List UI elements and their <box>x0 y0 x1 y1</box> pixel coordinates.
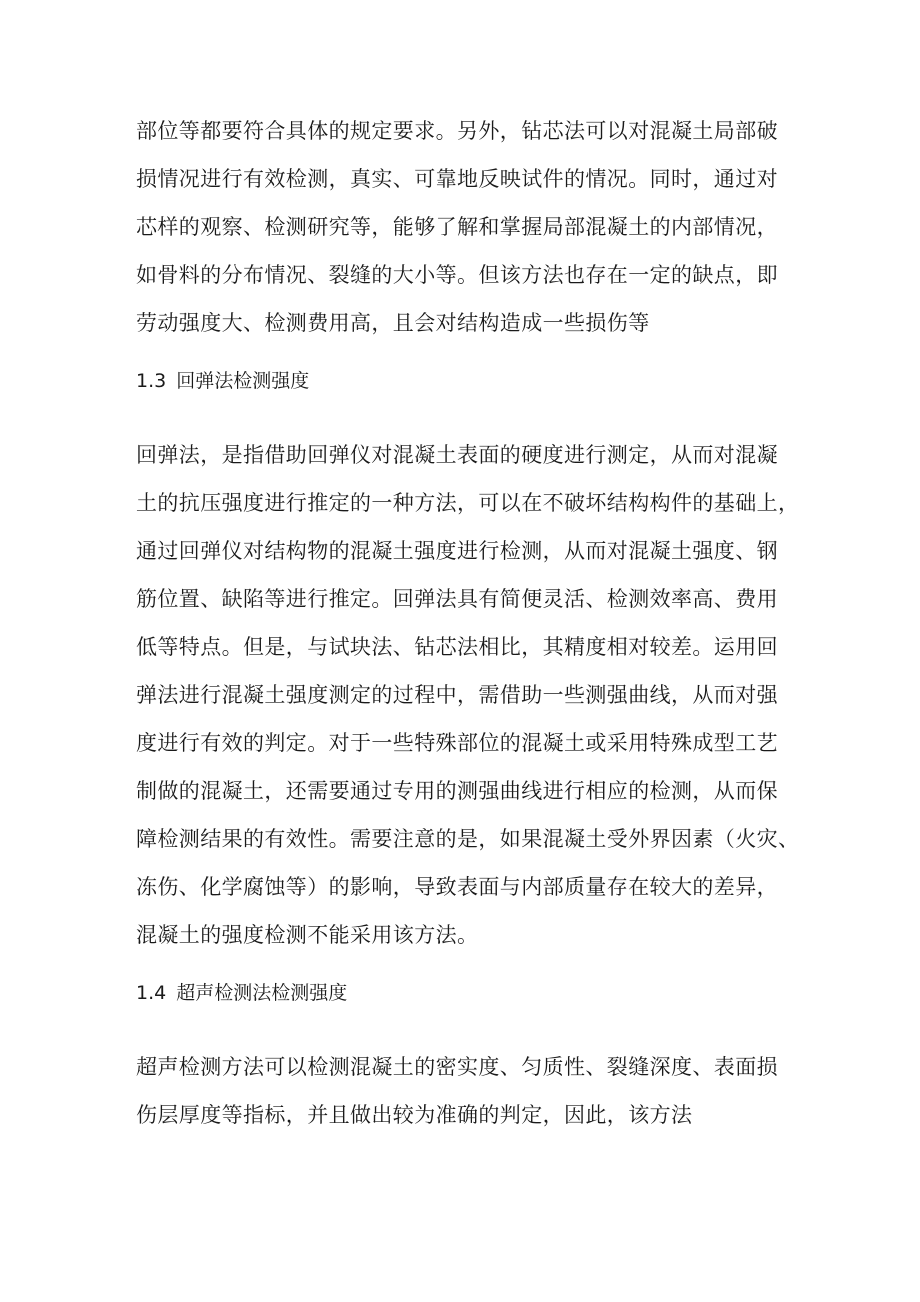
paragraph-line: 损情况进行有效检测，真实、可靠地反映试件的情况。同时，通过对 <box>136 167 778 191</box>
paragraph-line: 通过回弹仪对结构物的混凝土强度进行检测，从而对混凝土强度、钢 <box>136 539 778 563</box>
section-title: 回弹法检测强度 <box>176 370 310 392</box>
section-number: 1.3 <box>136 370 167 392</box>
paragraph-line: 回弹法，是指借助回弹仪对混凝土表面的硬度进行测定，从而对混凝 <box>136 443 778 467</box>
paragraph-line: 低等特点。但是，与试块法、钻芯法相比，其精度相对较差。运用回 <box>136 635 778 659</box>
section-heading-1-3 <box>136 369 309 393</box>
paragraph-line: 障检测结果的有效性。需要注意的是，如果混凝土受外界因素（火灾、 <box>136 827 800 851</box>
paragraph-line: 制做的混凝土，还需要通过专用的测强曲线进行相应的检测，从而保 <box>136 779 778 803</box>
paragraph-line: 伤层厚度等指标，并且做出较为准确的判定，因此，该方法 <box>136 1103 693 1127</box>
paragraph-line: 土的抗压强度进行推定的一种方法，可以在不破坏结构构件的基础上， <box>136 491 800 515</box>
paragraph-line: 冻伤、化学腐蚀等）的影响，导致表面与内部质量存在较大的差异， <box>136 875 778 899</box>
section-title: 超声检测法检测强度 <box>176 982 348 1004</box>
paragraph-line: 超声检测方法可以检测混凝土的密实度、匀质性、裂缝深度、表面损 <box>136 1055 778 1079</box>
paragraph-line: 芯样的观察、检测研究等，能够了解和掌握局部混凝土的内部情况， <box>136 215 778 239</box>
section-number: 1.4 <box>136 982 167 1004</box>
paragraph-line: 弹法进行混凝土强度测定的过程中，需借助一些测强曲线，从而对强 <box>136 683 778 707</box>
paragraph-line: 如骨料的分布情况、裂缝的大小等。但该方法也存在一定的缺点，即 <box>136 263 778 287</box>
paragraph-line: 筋位置、缺陷等进行推定。回弹法具有简便灵活、检测效率高、费用 <box>136 587 778 611</box>
section-heading-1-4 <box>136 981 347 1005</box>
paragraph-line: 部位等都要符合具体的规定要求。另外，钻芯法可以对混凝土局部破 <box>136 119 778 143</box>
paragraph-line: 混凝土的强度检测不能采用该方法。 <box>136 923 479 947</box>
paragraph-line: 度进行有效的判定。对于一些特殊部位的混凝土或采用特殊成型工艺 <box>136 731 778 755</box>
paragraph-line: 劳动强度大、检测费用高，且会对结构造成一些损伤等 <box>136 311 650 335</box>
